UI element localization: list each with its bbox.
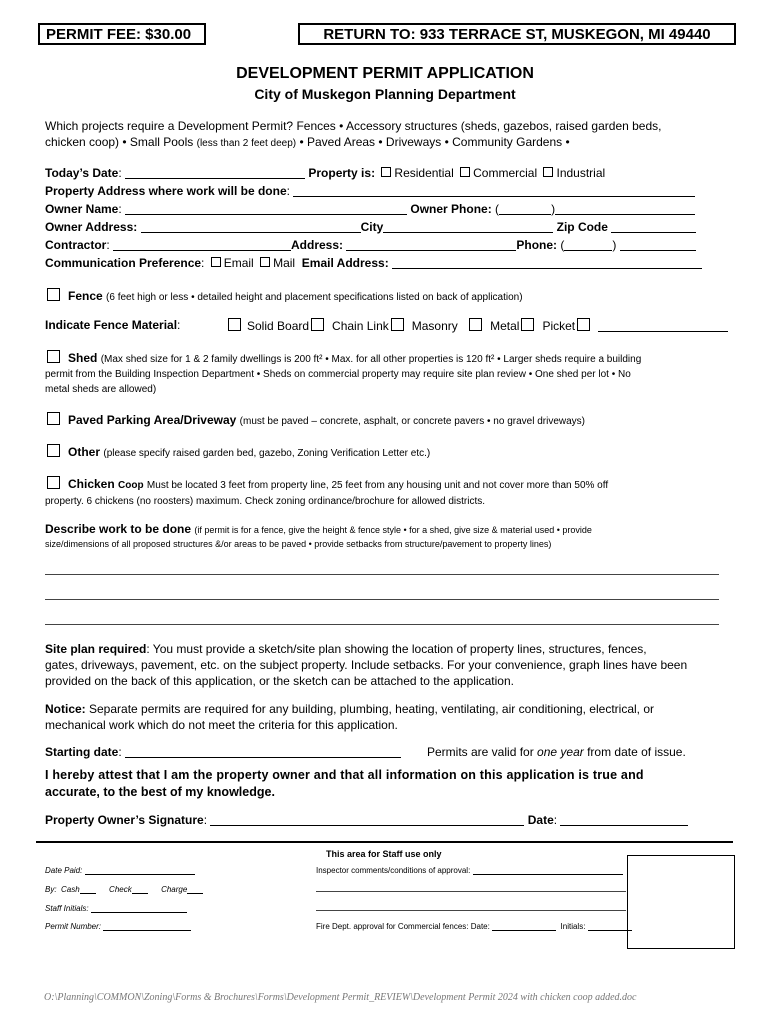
other-desc: (please specify raised garden bed, gazebo, Zoning Verification Letter etc.) [103,448,431,459]
commercial-label: Commercial [473,166,538,180]
industrial-checkbox[interactable] [543,167,553,177]
signature-row: Property Owner’s Signature: Date: [45,813,688,827]
intro-text-end: • Paved Areas • Driveways • Community Gardens • [296,135,570,149]
site-plan-line-1 [45,642,647,656]
residential-label: Residential [394,166,454,180]
other-row [47,444,430,459]
date-paid-label: Date Paid: [45,866,83,875]
material-solid-board: Solid Board [247,319,310,333]
attest-line-2: accurate, to the best of my knowledge. [45,785,275,799]
other-checkbox[interactable] [47,444,60,457]
material-metal: Metal [490,319,520,333]
chicken-row [47,476,608,491]
metal-checkbox[interactable] [469,318,482,331]
zip-label: Zip Code [556,220,608,234]
describe-line-3[interactable] [45,624,719,625]
owner-phone-label: Owner Phone: [410,202,492,216]
other-material-checkbox[interactable] [577,318,590,331]
shed-desc-3: metal sheds are allowed) [45,384,157,395]
intro-line-1: Which projects require a Development Permit? Fences • Accessory structures (sheds, gazebos, raised garden beds, [45,119,662,133]
industrial-label: Industrial [556,166,606,180]
charge-label: Charge [161,885,188,894]
contractor-address-field[interactable] [346,238,516,251]
fence-material-row: Indicate Fence Material: [45,318,181,332]
todays-date-label: Today’s Date [45,166,119,180]
material-masonry: Masonry [411,319,458,333]
fence-material-label: Indicate Fence Material [45,318,178,332]
return-address: RETURN TO: 933 TERRACE ST, MUSKEGON, MI 49440 [323,26,711,43]
fire-approval-label: Fire Dept. approval for Commercial fences: Date: [316,922,490,931]
fire-approval-row [316,922,632,931]
staff-title: This area for Staff use only [326,849,442,859]
describe-desc-2: size/dimensions of all proposed structures &/or areas to be paved • provide setbacks from structure/pavement to property lines) [45,539,552,549]
return-to-box [298,23,736,45]
inspector-line-3[interactable] [316,910,626,911]
notice-line-1 [45,702,654,716]
contractor-phone-field[interactable] [620,238,696,251]
residential-checkbox[interactable] [381,167,391,177]
staff-initials-label: Staff Initials: [45,904,89,913]
property-is-label: Property is: [308,166,376,180]
contractor-address-label: Address: [291,238,344,252]
shed-desc-1: (Max shed size for 1 & 2 family dwellings is 200 ft² • Max. for all other properties is 120 ft² • Larger sheds require a building [100,354,642,365]
notice-line-2: mechanical work which do not meet the criteria for this application. [45,718,398,732]
permit-number-field[interactable] [103,923,191,931]
staff-stamp-box[interactable] [627,855,735,949]
owner-phone-area[interactable] [499,202,551,215]
fence-checkbox[interactable] [47,288,60,301]
owner-address-label: Owner Address: [45,220,138,234]
staff-initials-row [45,904,187,913]
picket-checkbox[interactable] [521,318,534,331]
chicken-desc-1: Must be located 3 feet from property line, 25 feet from any housing unit and not cover more than 50% off [146,480,609,491]
signature-field[interactable] [210,813,524,826]
check-field[interactable] [132,886,148,894]
communication-row: Communication Preference: Email Mail Email Address: [45,256,702,270]
email-address-field[interactable] [392,256,702,269]
material-picket: Picket [542,319,576,333]
chicken-checkbox[interactable] [47,476,60,489]
by-label: By: [45,885,57,894]
owner-phone-field[interactable] [555,202,695,215]
commercial-checkbox[interactable] [460,167,470,177]
describe-label: Describe work to be done [45,522,192,536]
notice-text-1: Separate permits are required for any building, plumbing, heating, ventilating, air conditioning, electrical, or [85,702,654,716]
owner-name-row: Owner Name: Owner Phone: ( ) [45,202,695,216]
staff-initials-field[interactable] [91,905,187,913]
describe-line-2[interactable] [45,599,719,600]
chicken-label: Chicken [68,477,115,491]
zip-field[interactable] [611,220,696,233]
material-chain-link: Chain Link [332,319,389,333]
contractor-phone-label: Phone: [516,238,558,252]
permit-valid-note [427,745,686,759]
fence-row [47,288,523,303]
owner-address-row [45,220,696,234]
inspector-field[interactable] [473,867,623,875]
owner-name-field[interactable] [125,202,407,215]
mail-pref-checkbox[interactable] [260,257,270,267]
paved-checkbox[interactable] [47,412,60,425]
site-plan-line-2: gates, driveways, pavement, etc. on the subject property. Include setbacks. For your convenience, graph lines have been [45,658,688,672]
starting-date-label: Starting date [45,745,119,759]
other-label: Other [68,445,101,459]
other-material-field[interactable] [598,319,728,332]
intro-note: (less than 2 feet deep) [196,138,297,149]
fire-date-field[interactable] [492,923,556,931]
intro-line-2 [45,135,570,149]
describe-row [45,522,592,536]
fire-initials-field[interactable] [588,923,632,931]
signature-date-label: Date [527,813,554,827]
paved-label: Paved Parking Area/Driveway [68,413,237,427]
valid-text-b: one year [537,745,584,759]
inspector-line-2[interactable] [316,891,626,892]
chicken-desc-2: property. 6 chickens (no roosters) maximum. Check zoning ordinance/brochure for allowed districts. [45,496,485,507]
inspector-label: Inspector comments/conditions of approval: [316,866,471,875]
email-pref-checkbox[interactable] [211,257,221,267]
payment-row [45,885,203,894]
permit-fee-box [38,23,206,45]
email-pref-label: Email [223,256,254,270]
cash-label: Cash [61,885,80,894]
email-address-label: Email Address: [301,256,389,270]
masonry-checkbox[interactable] [391,318,404,331]
shed-desc-2: permit from the Building Inspection Department • Sheds on commercial property may require site plan review • One shed per lot • No [45,369,631,380]
paved-desc: (must be paved – concrete, asphalt, or concrete pavers • no gravel driveways) [239,416,585,427]
file-path-footer: O:\Planning\COMMON\Zoning\Forms & Brochures\Forms\Development Permit_REVIEW\Development Permit 2024 with chicken coop added.doc [44,992,637,1003]
chain-link-checkbox[interactable] [311,318,324,331]
date-paid-row [45,866,195,875]
city-label: City [360,220,384,234]
notice-label: Notice: [45,702,86,716]
property-address-label: Property Address where work will be done [45,184,287,198]
solid-board-checkbox[interactable] [228,318,241,331]
mail-pref-label: Mail [273,256,296,270]
site-plan-text-1: : You must provide a sketch/site plan showing the location of property lines, structures, fences, [146,642,647,656]
contractor-phone-area[interactable] [564,238,612,251]
chicken-coop-label: Coop [118,480,144,491]
shed-checkbox[interactable] [47,350,60,363]
property-address-row: Property Address where work will be done: [45,184,695,198]
contractor-row: Contractor: Address: Phone: ( ) [45,238,696,252]
starting-date-field[interactable] [125,745,401,758]
city-field[interactable] [383,220,553,233]
check-label: Check [109,885,132,894]
shed-row [47,350,641,365]
describe-line-1[interactable] [45,574,719,575]
contractor-field[interactable] [113,238,291,251]
charge-field[interactable] [187,886,203,894]
site-plan-label: Site plan required [45,642,147,656]
describe-desc-1: (if permit is for a fence, give the height & fence style • for a shed, give size & material used • provide [194,525,592,535]
fire-initials-label: Initials: [560,922,586,931]
date-paid-field[interactable] [85,867,195,875]
permit-number-row [45,922,191,931]
contractor-label: Contractor [45,238,107,252]
staff-divider [36,841,733,843]
owner-address-field[interactable] [141,220,361,233]
valid-text-c: from date of issue. [583,745,686,759]
valid-text-a: Permits are valid for [427,745,538,759]
owner-name-label: Owner Name [45,202,119,216]
page-subtitle: City of Muskegon Planning Department [254,86,516,102]
starting-date-row: Starting date: [45,745,401,759]
shed-label: Shed [68,351,98,365]
fence-material-options [228,318,728,333]
attest-line-1: I hereby attest that I am the property owner and that all information on this application is true and [45,768,644,782]
cash-field[interactable] [80,886,96,894]
property-address-field[interactable] [293,184,695,197]
todays-date-row: Today’s Date: Property is: Residential Commercial Industrial [45,166,606,180]
signature-label: Property Owner’s Signature [45,813,204,827]
inspector-row [316,866,623,875]
paved-row [47,412,585,427]
fence-desc: (6 feet high or less • detailed height and placement specifications listed on back of application) [106,292,523,303]
site-plan-line-3: provided on the back of this application, or the sketch can be attached to the application. [45,674,514,688]
permit-fee: PERMIT FEE: $30.00 [46,26,192,43]
intro-text: chicken coop) • Small Pools [45,135,197,149]
page-title: DEVELOPMENT PERMIT APPLICATION [236,65,534,82]
signature-date-field[interactable] [560,813,688,826]
todays-date-field[interactable] [125,166,305,179]
permit-number-label: Permit Number: [45,922,102,931]
fence-label: Fence [68,289,103,303]
comm-pref-label: Communication Preference [45,256,202,270]
